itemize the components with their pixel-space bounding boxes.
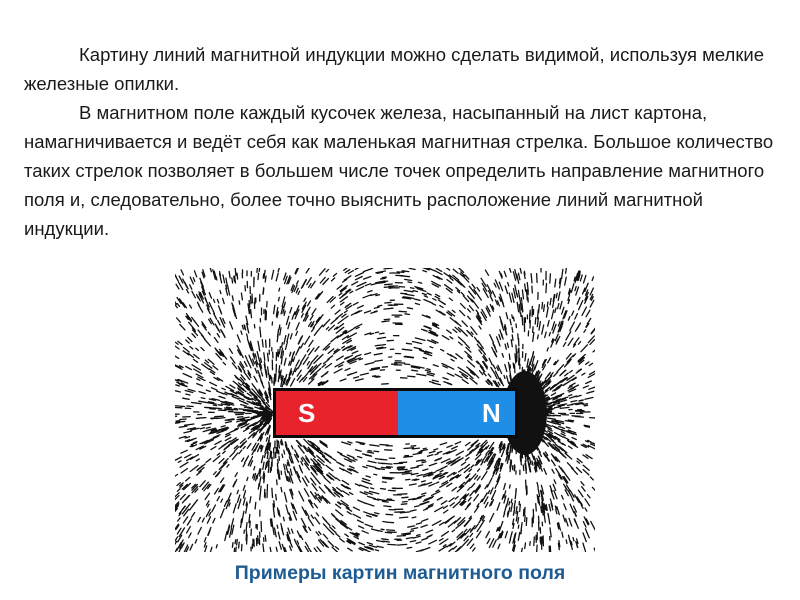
figure-caption: Примеры картин магнитного поля — [234, 562, 566, 584]
paragraph-explanation: В магнитном поле каждый кусочек железа, насыпанный на лист картона, намагничивается и ведёт себя как маленькая магнитная стрелка. Большое количество таких стрелок позволяет в большем числе точек определить направление магнитного поля и, следовательно, более точно выяснить расположение линий магнитной индукции. — [24, 102, 774, 239]
north-pole-label: N — [482, 398, 501, 428]
iron-filings-figure — [175, 268, 595, 552]
bar-magnet — [273, 388, 518, 438]
paragraph-intro: Картину линий магнитной индукции можно сделать видимой, используя мелкие железные опилки. — [24, 44, 765, 94]
magnet-south-pole — [276, 391, 398, 435]
magnetic-field-illustration — [175, 268, 595, 552]
south-pole-label: S — [298, 398, 316, 428]
